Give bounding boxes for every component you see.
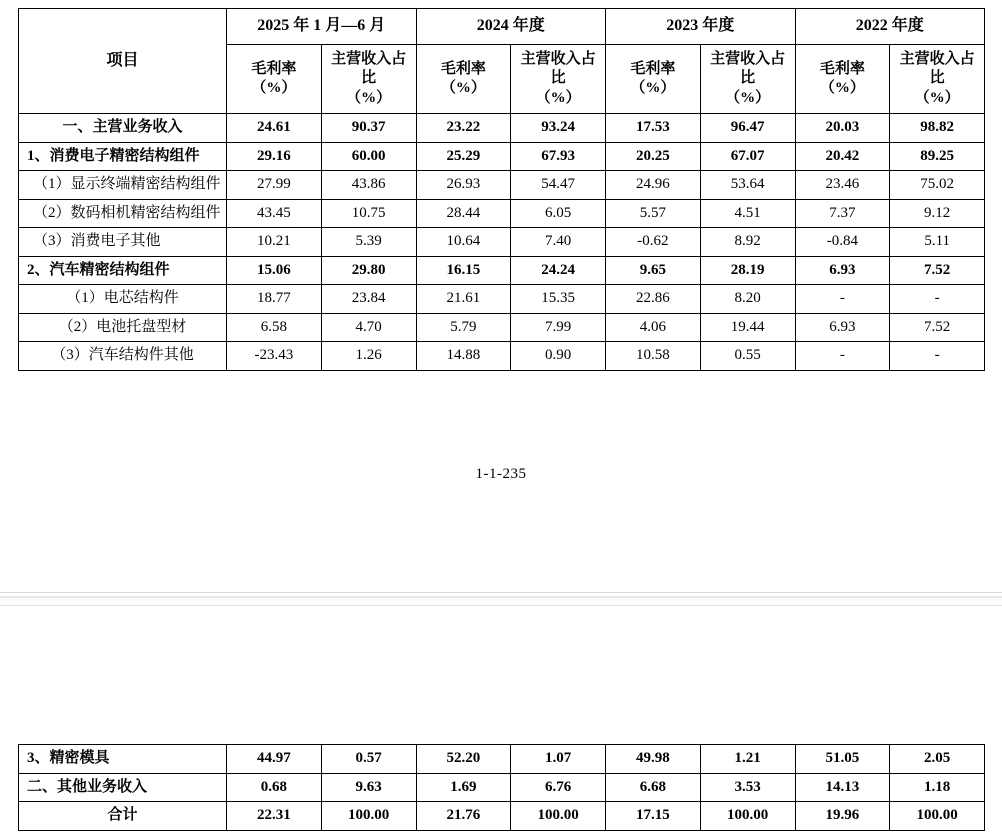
row-value-7: 75.02 bbox=[890, 171, 985, 200]
row-value-4: 49.98 bbox=[606, 745, 701, 774]
row-label: 合计 bbox=[19, 802, 227, 831]
row-value-0: 29.16 bbox=[227, 142, 322, 171]
gross-margin-revenue-table-continued bbox=[18, 744, 985, 831]
row-value-3: 7.40 bbox=[511, 228, 606, 257]
row-value-5: 19.44 bbox=[700, 313, 795, 342]
row-value-0: 27.99 bbox=[227, 171, 322, 200]
row-value-4: 5.57 bbox=[606, 199, 701, 228]
row-value-7: - bbox=[890, 285, 985, 314]
row-label: （2）数码相机精密结构组件 bbox=[19, 199, 227, 228]
header-metric-1-1: 主营收入占比 （%） bbox=[511, 44, 606, 114]
row-value-6: 20.03 bbox=[795, 114, 890, 143]
header-metric-0-0: 毛利率 （%） bbox=[227, 44, 322, 114]
row-value-6: 23.46 bbox=[795, 171, 890, 200]
header-item-label: 项目 bbox=[19, 9, 227, 114]
row-value-1: 100.00 bbox=[321, 802, 416, 831]
row-value-5: 0.55 bbox=[700, 342, 795, 371]
row-value-6: - bbox=[795, 285, 890, 314]
row-value-7: 1.18 bbox=[890, 773, 985, 802]
row-value-7: 89.25 bbox=[890, 142, 985, 171]
row-value-5: 8.92 bbox=[700, 228, 795, 257]
row-value-2: 1.69 bbox=[416, 773, 511, 802]
table-row bbox=[19, 802, 985, 831]
row-value-4: 17.53 bbox=[606, 114, 701, 143]
row-label: 二、其他业务收入 bbox=[19, 773, 227, 802]
row-value-1: 23.84 bbox=[321, 285, 416, 314]
row-value-2: 21.76 bbox=[416, 802, 511, 831]
row-value-7: 7.52 bbox=[890, 256, 985, 285]
table-row bbox=[19, 285, 985, 314]
row-value-2: 5.79 bbox=[416, 313, 511, 342]
row-label: 1、消费电子精密结构组件 bbox=[19, 142, 227, 171]
row-value-7: - bbox=[890, 342, 985, 371]
row-value-2: 21.61 bbox=[416, 285, 511, 314]
row-value-0: 6.58 bbox=[227, 313, 322, 342]
row-value-2: 23.22 bbox=[416, 114, 511, 143]
header-metric-3-1: 主营收入占比 （%） bbox=[890, 44, 985, 114]
row-value-6: 7.37 bbox=[795, 199, 890, 228]
row-value-6: 19.96 bbox=[795, 802, 890, 831]
row-value-1: 60.00 bbox=[321, 142, 416, 171]
row-value-4: 17.15 bbox=[606, 802, 701, 831]
row-value-1: 10.75 bbox=[321, 199, 416, 228]
row-value-0: 22.31 bbox=[227, 802, 322, 831]
row-value-6: 14.13 bbox=[795, 773, 890, 802]
row-value-7: 7.52 bbox=[890, 313, 985, 342]
row-value-1: 4.70 bbox=[321, 313, 416, 342]
row-value-5: 53.64 bbox=[700, 171, 795, 200]
row-value-7: 5.11 bbox=[890, 228, 985, 257]
header-metric-1-0: 毛利率 （%） bbox=[416, 44, 511, 114]
table-row bbox=[19, 114, 985, 143]
row-value-5: 3.53 bbox=[700, 773, 795, 802]
row-value-5: 28.19 bbox=[700, 256, 795, 285]
row-value-0: 24.61 bbox=[227, 114, 322, 143]
row-value-1: 29.80 bbox=[321, 256, 416, 285]
row-value-0: 44.97 bbox=[227, 745, 322, 774]
table-row bbox=[19, 745, 985, 774]
table-row bbox=[19, 171, 985, 200]
row-value-3: 6.05 bbox=[511, 199, 606, 228]
row-value-5: 8.20 bbox=[700, 285, 795, 314]
row-value-5: 96.47 bbox=[700, 114, 795, 143]
row-value-6: 6.93 bbox=[795, 256, 890, 285]
table-row bbox=[19, 256, 985, 285]
row-value-1: 0.57 bbox=[321, 745, 416, 774]
row-label: 3、精密模具 bbox=[19, 745, 227, 774]
row-value-4: -0.62 bbox=[606, 228, 701, 257]
row-value-2: 16.15 bbox=[416, 256, 511, 285]
row-value-5: 67.07 bbox=[700, 142, 795, 171]
row-value-7: 100.00 bbox=[890, 802, 985, 831]
row-value-0: 15.06 bbox=[227, 256, 322, 285]
table-header-row-periods bbox=[19, 9, 985, 45]
row-value-3: 1.07 bbox=[511, 745, 606, 774]
row-value-7: 9.12 bbox=[890, 199, 985, 228]
table-row bbox=[19, 773, 985, 802]
row-value-0: 43.45 bbox=[227, 199, 322, 228]
row-label: （3）汽车结构件其他 bbox=[19, 342, 227, 371]
row-value-2: 14.88 bbox=[416, 342, 511, 371]
row-value-7: 98.82 bbox=[890, 114, 985, 143]
header-period-1: 2024 年度 bbox=[416, 9, 606, 45]
row-value-3: 15.35 bbox=[511, 285, 606, 314]
table-row bbox=[19, 313, 985, 342]
table-row bbox=[19, 228, 985, 257]
row-value-4: 24.96 bbox=[606, 171, 701, 200]
row-value-4: 4.06 bbox=[606, 313, 701, 342]
row-label: （2）电池托盘型材 bbox=[19, 313, 227, 342]
header-metric-0-1: 主营收入占比 （%） bbox=[321, 44, 416, 114]
header-period-2: 2023 年度 bbox=[606, 9, 796, 45]
row-value-6: 51.05 bbox=[795, 745, 890, 774]
row-value-3: 7.99 bbox=[511, 313, 606, 342]
row-value-0: 0.68 bbox=[227, 773, 322, 802]
row-value-7: 2.05 bbox=[890, 745, 985, 774]
table-row bbox=[19, 199, 985, 228]
row-value-3: 100.00 bbox=[511, 802, 606, 831]
row-value-0: 18.77 bbox=[227, 285, 322, 314]
row-value-2: 52.20 bbox=[416, 745, 511, 774]
row-value-1: 90.37 bbox=[321, 114, 416, 143]
row-label: 2、汽车精密结构组件 bbox=[19, 256, 227, 285]
row-value-1: 43.86 bbox=[321, 171, 416, 200]
page-separator bbox=[0, 592, 1002, 606]
gross-margin-revenue-table bbox=[18, 8, 985, 371]
row-value-4: 10.58 bbox=[606, 342, 701, 371]
header-metric-2-0: 毛利率 （%） bbox=[606, 44, 701, 114]
header-period-3: 2022 年度 bbox=[795, 9, 985, 45]
row-value-5: 4.51 bbox=[700, 199, 795, 228]
row-value-3: 24.24 bbox=[511, 256, 606, 285]
row-value-2: 26.93 bbox=[416, 171, 511, 200]
row-value-2: 28.44 bbox=[416, 199, 511, 228]
table-row bbox=[19, 342, 985, 371]
header-metric-3-0: 毛利率 （%） bbox=[795, 44, 890, 114]
row-value-1: 5.39 bbox=[321, 228, 416, 257]
row-value-1: 1.26 bbox=[321, 342, 416, 371]
page-number: 1-1-235 bbox=[475, 466, 527, 482]
row-value-6: 20.42 bbox=[795, 142, 890, 171]
row-value-0: -23.43 bbox=[227, 342, 322, 371]
header-period-0: 2025 年 1 月—6 月 bbox=[227, 9, 417, 45]
row-label: （3）消费电子其他 bbox=[19, 228, 227, 257]
row-value-4: 6.68 bbox=[606, 773, 701, 802]
table-row bbox=[19, 142, 985, 171]
row-value-1: 9.63 bbox=[321, 773, 416, 802]
row-value-3: 6.76 bbox=[511, 773, 606, 802]
row-value-5: 1.21 bbox=[700, 745, 795, 774]
row-value-4: 22.86 bbox=[606, 285, 701, 314]
row-value-2: 25.29 bbox=[416, 142, 511, 171]
row-value-3: 54.47 bbox=[511, 171, 606, 200]
row-value-3: 93.24 bbox=[511, 114, 606, 143]
row-value-6: -0.84 bbox=[795, 228, 890, 257]
row-value-2: 10.64 bbox=[416, 228, 511, 257]
row-value-0: 10.21 bbox=[227, 228, 322, 257]
row-value-6: 6.93 bbox=[795, 313, 890, 342]
header-metric-2-1: 主营收入占比 （%） bbox=[700, 44, 795, 114]
row-value-5: 100.00 bbox=[700, 802, 795, 831]
row-label: （1）显示终端精密结构组件 bbox=[19, 171, 227, 200]
row-label: （1）电芯结构件 bbox=[19, 285, 227, 314]
row-value-3: 67.93 bbox=[511, 142, 606, 171]
row-label: 一、主营业务收入 bbox=[19, 114, 227, 143]
row-value-4: 20.25 bbox=[606, 142, 701, 171]
row-value-6: - bbox=[795, 342, 890, 371]
row-value-4: 9.65 bbox=[606, 256, 701, 285]
row-value-3: 0.90 bbox=[511, 342, 606, 371]
